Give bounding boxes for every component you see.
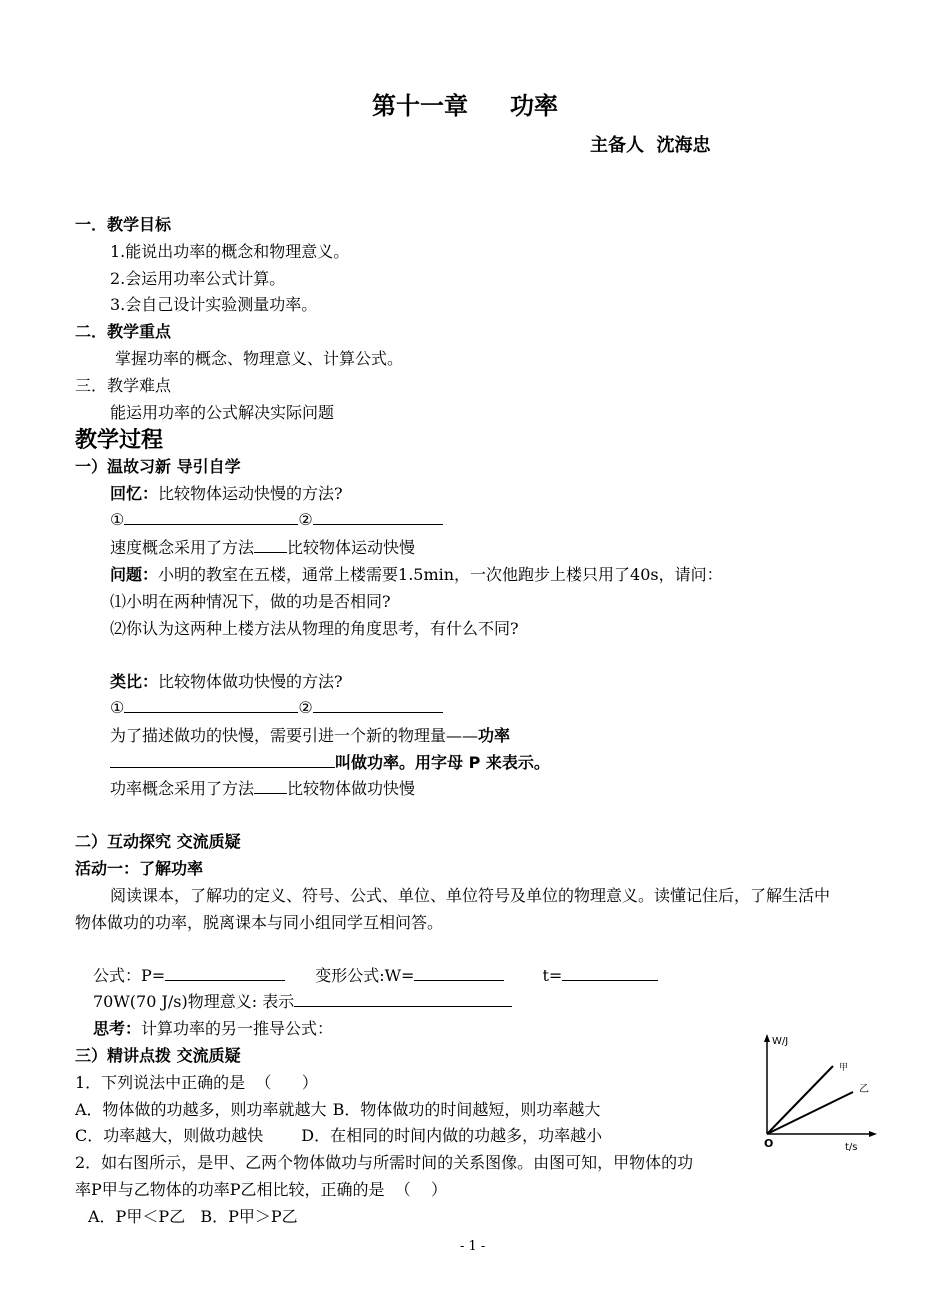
t-label: t= (542, 966, 563, 985)
question-line (110, 562, 723, 585)
line-yi (767, 1092, 853, 1134)
blank-1[interactable] (124, 508, 298, 525)
speed-pre: 速度概念采用了方法 (110, 538, 255, 557)
deform-label: 变形公式:W= (315, 966, 415, 985)
question-label: 问题： (110, 565, 159, 584)
recall-blanks (110, 508, 443, 529)
key-points-text: 掌握功率的概念、物理意义、计算公式。 (115, 349, 404, 368)
activity-para-2: 物体做功的功率，脱离课本与同小组同学互相问答。 (75, 913, 444, 932)
q1-option-c: C．功率越大，则做功越快 (75, 1126, 264, 1145)
meaning-label: 70W(70 J/s)物理意义: 表示 (93, 992, 295, 1011)
difficulties-text: 能运用功率的公式解决实际问题 (110, 403, 335, 422)
recall-line (110, 481, 343, 504)
title-topic: 功率 (510, 92, 558, 120)
difficulties-heading: 三．教学难点 (75, 376, 172, 395)
formula-label: 公式：P= (93, 966, 166, 985)
think-text: 计算功率的另一推导公式： (141, 1019, 334, 1038)
q2-line-1: 2．如右图所示，是甲、乙两个物体做功与所需时间的关系图像。由图可知，甲物体的功 (75, 1153, 694, 1172)
speed-line (110, 535, 415, 558)
blank-power-method[interactable] (254, 777, 287, 794)
y-axis-label: W/J (772, 1036, 789, 1047)
blank-speed-method[interactable] (254, 536, 287, 553)
blank-t[interactable] (562, 964, 658, 981)
analogy-text: 比较物体做功快慢的方法? (158, 672, 343, 691)
line-jia-label: 甲 (839, 1063, 849, 1073)
circle-1: ① (110, 698, 125, 717)
formula-line (93, 963, 658, 986)
objective-item: 2.会运用功率公式计算。 (110, 269, 286, 288)
analogy-label: 类比： (110, 672, 159, 691)
page-number: - 1 - (460, 1239, 486, 1254)
work-time-graph (755, 1030, 885, 1160)
y-axis-arrow (764, 1034, 770, 1042)
x-axis-label: t/s (845, 1142, 858, 1153)
circle-2: ② (298, 510, 313, 529)
x-axis-arrow (869, 1131, 877, 1137)
section3-heading: 三）精讲点拨 交流质疑 (75, 1046, 241, 1065)
line-yi-label: 乙 (859, 1084, 869, 1095)
recall-label: 回忆： (110, 484, 159, 503)
blank-w[interactable] (414, 964, 504, 981)
think-line (93, 1016, 333, 1039)
q1-stem: 1．下列说法中正确的是 （ ） (75, 1073, 318, 1092)
author: 主备人 沈海忠 (590, 135, 711, 156)
title-chapter: 第十一章 (372, 92, 468, 120)
activity-heading: 活动一：了解功率 (75, 859, 204, 878)
activity-para-1: 阅读课本，了解功的定义、符号、公式、单位、单位符号及单位的物理意义。读懂记住后，了解生活中 (110, 886, 831, 905)
q1-option-a: A．物体做的功越多，则功率就越大 (75, 1100, 327, 1119)
describe-term: 功率 (478, 726, 511, 745)
blank-4[interactable] (313, 696, 443, 713)
blank-meaning[interactable] (294, 990, 512, 1007)
power-line (110, 776, 415, 799)
meaning-line (93, 989, 512, 1012)
blank-definition[interactable] (110, 751, 335, 768)
blank-formula[interactable] (165, 964, 285, 981)
circle-2: ② (298, 698, 313, 717)
blank-2[interactable] (313, 508, 443, 525)
question-text: 小明的教室在五楼，通常上楼需要1.5min，一次他跑步上楼只用了40s，请问： (158, 565, 723, 584)
think-label: 思考： (93, 1019, 142, 1038)
section2-heading: 二）互动探究 交流质疑 (75, 832, 241, 851)
power-post: 比较物体做功快慢 (287, 779, 416, 798)
objectives-heading: 一．教学目标 (75, 215, 172, 234)
describe-pre: 为了描述做功的快慢，需要引进一个新的物理量—— (110, 726, 479, 745)
question-1: ⑴小明在两种情况下，做的功是否相同? (110, 592, 391, 611)
blank-3[interactable] (124, 696, 298, 713)
define-line (110, 750, 550, 773)
objective-item: 1.能说出功率的概念和物理意义。 (110, 242, 350, 261)
analogy-blanks (110, 696, 443, 717)
q1-options-cd (75, 1123, 602, 1146)
speed-post: 比较物体运动快慢 (287, 538, 416, 557)
define-text: 叫做功率。用字母 P 来表示。 (335, 753, 550, 772)
power-pre: 功率概念采用了方法 (110, 779, 255, 798)
key-points-heading: 二．教学重点 (75, 322, 172, 341)
q1-option-b: B．物体做功的时间越短，则功率越大 (332, 1100, 601, 1119)
circle-1: ① (110, 510, 125, 529)
q2-options: A．P甲＜P乙 B．P甲＞P乙 (88, 1207, 298, 1226)
section1-heading: 一）温故习新 导引自学 (75, 457, 241, 476)
process-heading: 教学过程 (75, 428, 164, 453)
objective-item: 3.会自己设计实验测量功率。 (110, 295, 318, 314)
q1-options-ab (75, 1097, 600, 1120)
origin-label: O (764, 1137, 774, 1150)
q2-line-2: 率P甲与乙物体的功率P乙相比较，正确的是 （ ） (75, 1180, 448, 1199)
question-2: ⑵你认为这两种上楼方法从物理的角度思考，有什么不同? (110, 619, 519, 638)
recall-text: 比较物体运动快慢的方法? (158, 484, 343, 503)
page-title (372, 86, 558, 121)
analogy-line (110, 669, 343, 692)
q1-option-d: D．在相同的时间内做的功越多，功率越小 (301, 1126, 603, 1145)
line-jia (767, 1066, 833, 1134)
describe-line (110, 723, 510, 746)
